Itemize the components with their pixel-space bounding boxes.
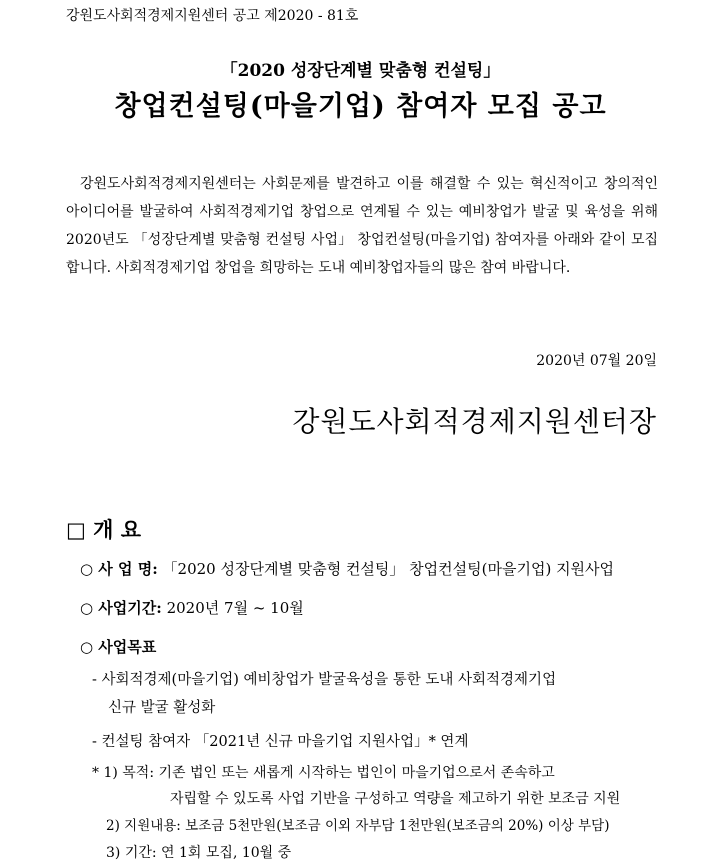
- note-purpose-line-1: * 1) 목적: 기존 법인 또는 새롭게 시작하는 법인이 마을기업으로서 존속하고: [92, 765, 555, 781]
- intro-paragraph: 강원도사회적경제지원센터는 사회문제를 발견하고 이를 해결할 수 있는 혁신적이고 창의적인 아이디어를 발굴하여 사회적경제기업 창업으로 연계될 수 있는 예비창업가 발굴 및 육성을 위해 2020년도 「성장단계별 맞춤형 컨설팅 사업」 창업컨설팅(마을기업) 참여자를 아래와 같이 모집합니다. 사회적경제기업 창업을 희망하는 도내 예비창업자들의 많은 참여 바랍니다.: [66, 176, 658, 276]
- project-goal-label: ○ 사업목표: [80, 638, 157, 656]
- intro-section: [66, 170, 658, 282]
- project-goal-row: [80, 636, 156, 657]
- announcement-date: 2020년 07월 20일: [536, 353, 657, 369]
- goal-item-2: - 컨설팅 참여자 「2021년 신규 마을기업 지원사업」* 연계: [92, 734, 469, 750]
- announcement-title: 창업컨설팅(마을기업) 참여자 모집 공고: [114, 91, 607, 122]
- project-period-row: [80, 597, 304, 618]
- note-period: 3) 기간: 연 1회 모집, 10월 중: [106, 845, 292, 861]
- goal-item-1-line-1: - 사회적경제(마을기업) 예비창업가 발굴육성을 통한 도내 사회적경제기업: [92, 672, 557, 688]
- document-number: 강원도사회적경제지원센터 공고 제2020 - 81호: [66, 8, 359, 24]
- announcement-subtitle: 「2020 성장단계별 맞춤형 컨설팅」: [220, 61, 501, 81]
- project-name-value: 「2020 성장단계별 맞춤형 컨설팅」 창업컨설팅(마을기업) 지원사업: [162, 560, 615, 578]
- section-title-overview: □ 개 요: [66, 517, 142, 542]
- project-period-value: 2020년 7월 ~ 10월: [166, 599, 304, 617]
- project-period-label: ○ 사업기간:: [80, 599, 162, 617]
- goal-item-1-line-2: 신규 발굴 활성화: [108, 700, 216, 716]
- note-support-content: 2) 지원내용: 보조금 5천만원(보조금 이외 자부담 1천만원(보조금의 20%) 이상 부담): [106, 818, 610, 834]
- signer-name: 강원도사회적경제지원센터장: [292, 405, 657, 438]
- project-name-label: ○ 사 업 명:: [80, 560, 158, 578]
- project-name-row: [80, 558, 614, 579]
- note-purpose-line-2: 자립할 수 있도록 사업 기반을 구성하고 역량을 제고하기 위한 보조금 지원: [170, 791, 621, 807]
